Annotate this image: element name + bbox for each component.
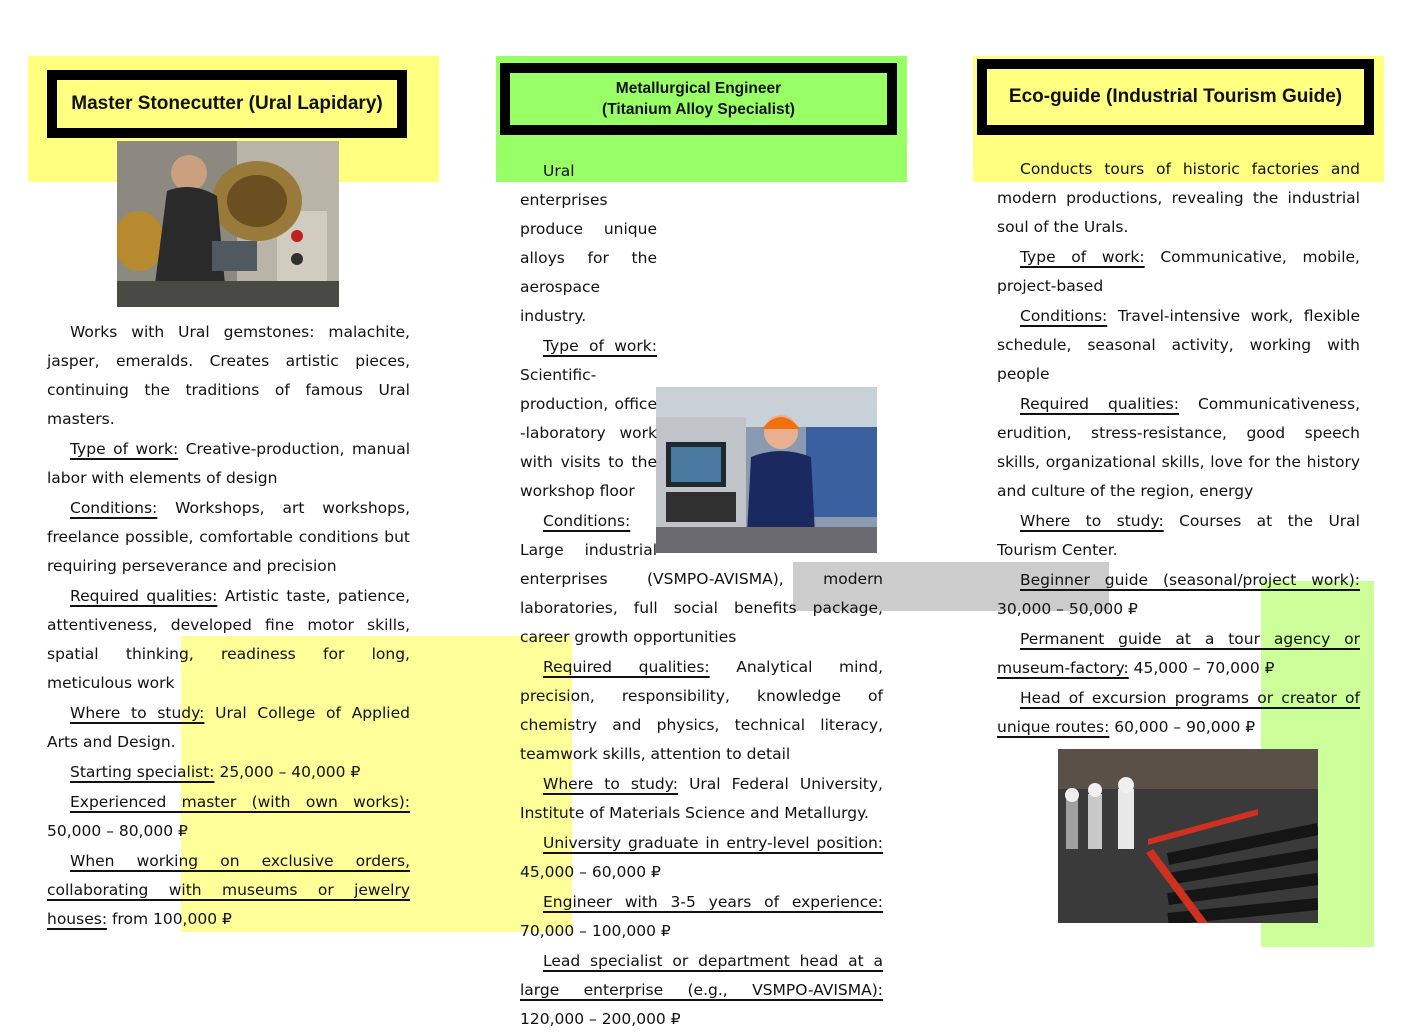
photo-wrap-spacer: [657, 373, 883, 541]
metallurgist-study-label: Where to study:: [543, 775, 679, 793]
ecoguide-salary-2: [997, 625, 1360, 683]
stonecutter-conditions-text: Workshops, art workshops, freelance possible, comfortable conditions but requiring perseverance and precision: [47, 499, 410, 575]
stonecutter-salary-2-label: Experienced master (with own works):: [70, 793, 410, 811]
stonecutter-study-label: Where to study:: [70, 704, 205, 722]
ecoguide-type-label: Type of work:: [1020, 248, 1145, 266]
ecoguide-study-text: Courses at the Ural Tourism Center.: [997, 512, 1360, 559]
stonecutter-salary-2-text: 50,000 – 80,000 ₽: [47, 822, 188, 840]
stonecutter-salary-1-label: Starting specialist:: [70, 763, 215, 781]
metallurgist-salary-2: [520, 888, 883, 946]
metallurgist-qualities: [520, 653, 883, 769]
ecoguide-salary-3-label: Head of excursion programs or creator of unique routes:: [997, 689, 1360, 736]
stonecutter-qualities-text: Artistic taste, patience, attentiveness, developed fine motor skills, spatial thinking, readiness for long, meticulous work: [47, 587, 411, 692]
metallurgist-type-text: Scientific-production, office -laboratory work with visits to the workshop floor: [520, 366, 657, 500]
title-stonecutter: Master Stonecutter (Ural Lapidary): [71, 93, 383, 114]
metallurgist-qualities-label: Required qualities:: [543, 658, 710, 676]
stonecutter-salary-2: [47, 788, 410, 846]
ecoguide-qualities-text: Communicativeness, erudition, stress-resistance, good speech skills, organizational skills, love for the history and culture of the region, energy: [997, 395, 1360, 500]
metallurgist-salary-3-label: Lead specialist or department head at a large enterprise (e.g., VSMPO-AVISMA):: [520, 952, 883, 999]
ecoguide-qualities: [997, 390, 1360, 506]
stonecutter-salary-1-text: 25,000 – 40,000 ₽: [214, 763, 361, 781]
metallurgist-intro: Ural enterprises produce unique alloys for the aerospace industry.: [520, 162, 657, 325]
stonecutter-salary-3-text: from 100,000 ₽: [107, 910, 232, 928]
title-metallurgist-line2: (Titanium Alloy Specialist): [602, 101, 795, 118]
ecoguide-salary-3: [997, 684, 1360, 742]
stonecutter-qualities-label: Required qualities:: [70, 587, 218, 605]
metallurgist-salary-3: [520, 947, 883, 1034]
metallurgist-salary-2-text: 70,000 – 100,000 ₽: [520, 922, 671, 940]
ecoguide-conditions-text: Travel-intensive work, flexible schedule, seasonal activity, working with people: [997, 307, 1360, 383]
metallurgist-study-text: Ural Federal University, Institute of Materials Science and Metallurgy.: [520, 775, 883, 822]
metallurgist-conditions-label: Conditions:: [543, 512, 631, 530]
ecoguide-conditions-label: Conditions:: [1020, 307, 1108, 325]
ecoguide-study: [997, 507, 1360, 565]
column-metallurgist: [520, 157, 883, 1035]
metallurgist-salary-1: [520, 829, 883, 887]
ecoguide-conditions: [997, 302, 1360, 389]
column-stonecutter: [47, 318, 410, 935]
metallurgist-salary-3-text: 120,000 – 200,000 ₽: [520, 1010, 681, 1028]
metallurgist-qualities-text: Analytical mind, precision, responsibility, knowledge of chemistry and physics, technical literacy, teamwork skills, attention to detail: [520, 658, 884, 763]
title-ecoguide: Eco-guide (Industrial Tourism Guide): [1008, 86, 1343, 107]
stonecutter-salary-3: [47, 847, 410, 934]
stonecutter-intro: Works with Ural gemstones: malachite, jasper, emeralds. Creates artistic pieces, continuing the traditions of famous Ural masters.: [47, 323, 410, 428]
title-metallurgist-line1: Metallurgical Engineer: [615, 80, 782, 97]
stonecutter-qualities: [47, 582, 410, 698]
title-box-stonecutter: [47, 70, 407, 138]
stonecutter-conditions: [47, 494, 410, 581]
stonecutter-type-label: Type of work:: [70, 440, 179, 458]
stonecutter-photo: [117, 141, 339, 307]
ecoguide-salary-1-text: 30,000 – 50,000 ₽: [997, 600, 1138, 618]
metallurgist-conditions-text: Large industrial enterprises (VSMPO-AVISMA), modern laboratories, full social benefits package, career growth opportunities: [520, 541, 883, 646]
stonecutter-type-text: Creative-production, manual labor with elements of design: [47, 440, 410, 487]
ecoguide-study-label: Where to study:: [1020, 512, 1164, 530]
metallurgist-study: [520, 770, 883, 828]
stonecutter-salary-3-label: When working on exclusive orders, collaborating with museums or jewelry houses:: [47, 852, 410, 928]
stonecutter-conditions-label: Conditions:: [70, 499, 158, 517]
metallurgist-salary-2-label: Engineer with 3-5 years of experience:: [543, 893, 883, 911]
ecoguide-salary-2-text: 45,000 – 70,000 ₽: [1128, 659, 1275, 677]
ecoguide-salary-1: [997, 566, 1360, 624]
column-ecoguide: [997, 155, 1360, 743]
ecoguide-intro: Conducts tours of historic factories and modern productions, revealing the industrial soul of the Urals.: [997, 160, 1360, 236]
stonecutter-study-text: Ural College of Applied Arts and Design.: [47, 704, 410, 751]
ecoguide-photo: [1058, 749, 1318, 923]
stonecutter-type: [47, 435, 410, 493]
ecoguide-salary-1-label: Beginner guide (seasonal/project work):: [1020, 571, 1360, 589]
metallurgist-type-label: Type of work:: [543, 337, 657, 355]
ecoguide-type: [997, 243, 1360, 301]
title-box-ecoguide: [977, 59, 1374, 135]
ecoguide-type-text: Communicative, mobile, project-based: [997, 248, 1360, 295]
metallurgist-salary-1-text: 45,000 – 60,000 ₽: [520, 863, 661, 881]
metallurgist-salary-1-label: University graduate in entry-level position:: [543, 834, 883, 852]
stonecutter-study: [47, 699, 410, 757]
ecoguide-salary-2-label: Permanent guide at a tour agency or museum-factory:: [997, 630, 1360, 677]
ecoguide-qualities-label: Required qualities:: [1020, 395, 1179, 413]
stonecutter-salary-1: [47, 758, 410, 787]
title-box-metallurgist: [500, 63, 897, 135]
ecoguide-salary-3-text: 60,000 – 90,000 ₽: [1109, 718, 1256, 736]
